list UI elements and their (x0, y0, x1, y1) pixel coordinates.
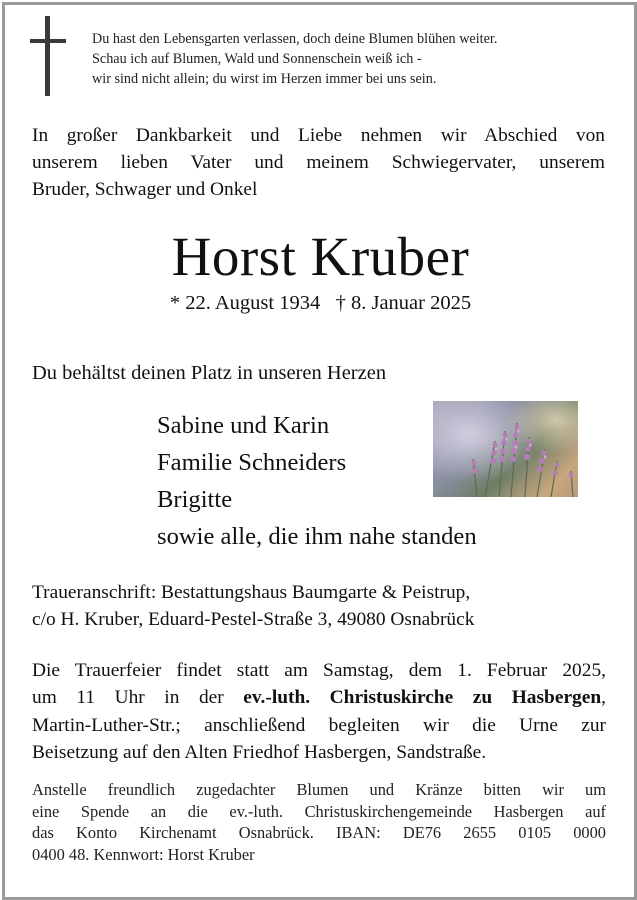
poem-line: wir sind nicht allein; du wirst im Herzen immer bei uns sein. (92, 71, 437, 87)
life-dates: * 22. August 1934 † 8. Januar 2025 (169, 292, 472, 314)
donation-line: eine Spende an die ev.-luth. Christuskirchengemeinde Hasbergen auf (32, 801, 606, 821)
ceremony-details (32, 657, 606, 766)
ceremony-punct: , (601, 687, 606, 709)
intro-line: Bruder, Schwager und Onkel (32, 179, 258, 200)
cross-icon (30, 16, 66, 96)
ceremony-line: Martin-Luther-Str.; anschließend begleiten wir die Urne zur (32, 714, 606, 736)
ceremony-line: Die Trauerfeier findet statt am Samstag, dem 1. Februar 2025, (32, 660, 606, 681)
mourner: sowie alle, die ihm nahe standen (157, 523, 477, 550)
ceremony-line: Beisetzung auf den Alten Friedhof Hasbergen, Sandstraße. (32, 741, 487, 763)
mourners-list (157, 407, 477, 555)
poem-line: Schau ich auf Blumen, Wald und Sonnenschein weiß ich - (92, 51, 422, 67)
ceremony-church: ev.-luth. Christuskirche zu Hasbergen (243, 687, 602, 709)
mourner: Sabine und Karin (157, 412, 330, 439)
heather-flowers-photo (433, 401, 578, 497)
donation-line: Anstelle freundlich zugedachter Blumen und Kränze bitten wir um (32, 780, 606, 799)
deceased-name: Horst Kruber (171, 226, 470, 287)
address-line: c/o H. Kruber, Eduard-Pestel-Straße 3, 49080 Osnabrück (32, 609, 475, 630)
donation-line: 0400 48. Kennwort: Horst Kruber (32, 844, 255, 864)
poem (92, 29, 612, 89)
poem-line: Du hast den Lebensgarten verlassen, doch deine Blumen blühen weiter. (92, 31, 498, 47)
intro-text (32, 122, 605, 203)
intro-line: unserem lieben Vater und meinem Schwiegervater, unserem (32, 152, 605, 173)
mourning-address (32, 579, 605, 633)
mourner: Brigitte (157, 486, 233, 513)
obituary-card (2, 2, 637, 900)
donation-request (32, 779, 606, 865)
ceremony-time: um 11 Uhr in der (32, 687, 244, 709)
address-line: Traueranschrift: Bestattungshaus Baumgarte & Peistrup, (32, 582, 471, 603)
motto: Du behältst deinen Platz in unseren Herzen (32, 362, 387, 384)
donation-line: das Konto Kirchenamt Osnabrück. IBAN: DE76 2655 0105 0000 (32, 823, 606, 842)
ceremony-line (32, 684, 606, 711)
mourner: Familie Schneiders (157, 449, 347, 476)
intro-line: In großer Dankbarkeit und Liebe nehmen wir Abschied von (32, 125, 605, 146)
